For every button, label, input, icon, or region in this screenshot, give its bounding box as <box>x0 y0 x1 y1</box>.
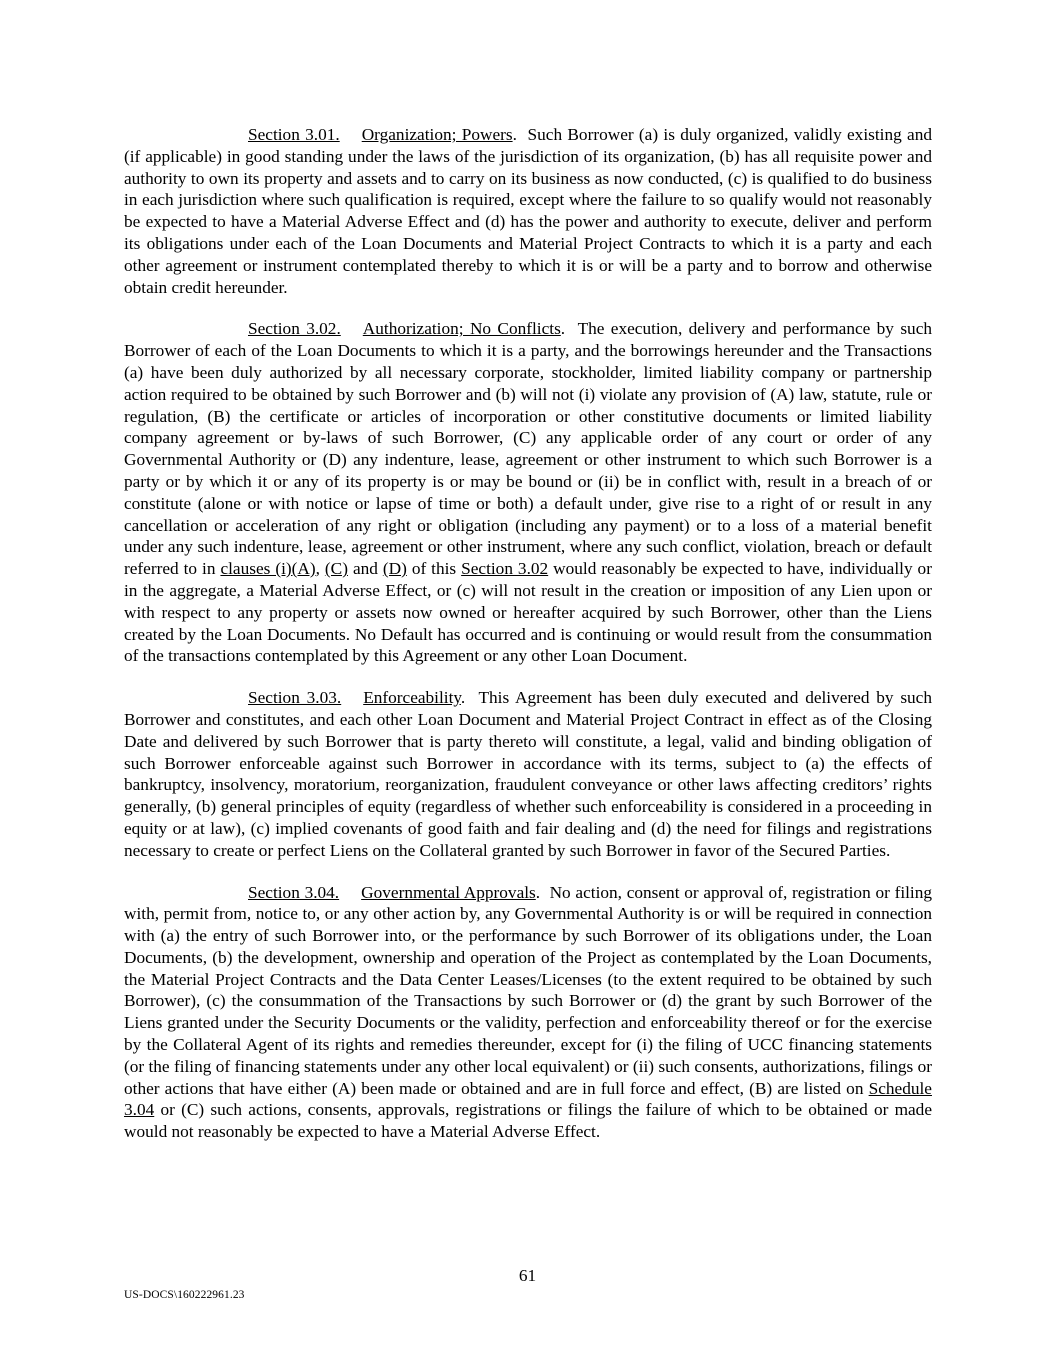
section-title: Governmental Approvals <box>361 882 536 902</box>
section-title: Authorization; No Conflicts <box>362 319 561 339</box>
section-3-01: Section 3.01. Organization; Powers. Such Borrower (a) is duly organized, validly existing and (if applicable) in good standing under the laws of the jurisdiction of its organization, (b) has all requisite power and authority to own its property and assets and to carry on its business as now conducted, (c) is qualified to do business in each jurisdiction where such qualification is required, except where the failure to so qualify would not reasonably be expected to have a Material Adverse Effect and (d) has the power and authority to execute, deliver and perform its obligations under each of the Loan Documents and Material Project Contracts to which it is a party and each other agreement or instrument contemplated thereby to which it is or will be a party and to borrow and otherwise obtain credit hereunder. <box>124 125 932 297</box>
document-body <box>124 124 932 1163</box>
document-id: US-DOCS\160222961.23 <box>124 1289 245 1301</box>
separator-text: and <box>352 559 378 579</box>
separator-text: of this <box>411 559 457 579</box>
section-number: Section 3.02. <box>248 319 341 339</box>
section-title: Organization; Powers <box>361 125 513 144</box>
section-number: Section 3.04. <box>248 882 340 902</box>
clause-reference: clauses (i)(A) <box>220 559 316 579</box>
section-3-04: Section 3.04. Governmental Approvals. No action, consent or approval of, registration or filing with, permit from, notice to, or any other action by, any Governmental Authority is or will be required in connection with (a) the entry of such Borrower into, or the performance by such Borrower of its obligations under, the Loan Documents, (b) the development, ownership and operation of the Project as contemplated by the Loan Documents, the Material Project Contracts and the Data Center Leases/Licenses (to the extent required to be obtained by such Borrower), (c) the consummation of the Transactions by such Borrower or (d) the grant by such Borrower of the Liens granted under the Security Documents or the validity, perfection and enforceability thereof or for the exercise by the Collateral Agent of its rights and remedies thereunder, except for (i) the filing of UCC financing statements (or the filing of financing statements under any other local equivalent) or (ii) such consents, authorizations, filings or other actions that have either (A) been made or obtained and are in full force and effect, (B) are listed on Schedule 3.04 or (C) such actions, consents, approvals, registrations or filings the failure of which to be obtained or made would not reasonably be expected to have a Material Adverse Effect. <box>124 882 933 1142</box>
page-number: 61 <box>518 1266 537 1285</box>
section-reference: Section 3.02 <box>461 559 549 579</box>
clause-reference: (C) <box>324 559 348 579</box>
section-text: Such Borrower (a) is duly organized, validly existing and (if applicable) in good standing under the laws of the jurisdiction of its organization, (b) has all requisite power and authority to own its property and assets and to carry on its business as now conducted, (c) is qualified to do business in each jurisdiction where such qualification is required, except where the failure to so qualify would not reasonably be expected to have a Material Adverse Effect and (d) has the power and authority to execute, deliver and perform its obligations under each of the Loan Documents and Material Project Contracts to which it is a party and each other agreement or instrument contemplated thereby to which it is or will be a party and to borrow and otherwise obtain credit hereunder. <box>124 125 932 297</box>
section-number: Section 3.01. <box>248 125 340 144</box>
section-3-03: Section 3.03. Enforceability. This Agreement has been duly executed and delivered by such Borrower and constitutes, and each other Loan Document and Material Project Contract in effect as of the Closing Date and delivered by such Borrower that is party thereto will constitute, a legal, valid and binding obligation of such Borrower enforceable against such Borrower in accordance with its terms, subject to (a) the effects of bankruptcy, insolvency, moratorium, reorganization, fraudulent conveyance or other laws affecting creditors’ rights generally, (b) general principles of equity (regardless of whether such enforceability is considered in a proceeding in equity or at law), (c) implied covenants of good faith and fair dealing and (d) the need for filings and registrations necessary to create or perfect Liens on the Collateral granted by such Borrower in favor of the Secured Parties. <box>124 688 932 860</box>
section-text: or (C) such actions, consents, approvals, registrations or filings the failure of which to be obtained or made would not reasonably be expected to have a Material Adverse Effect. <box>124 1100 932 1142</box>
section-number: Section 3.03. <box>248 688 342 708</box>
section-text: This Agreement has been duly executed and delivered by such Borrower and constitutes, and each other Loan Document and Material Project Contract in effect as of the Closing Date and delivered by such Borrower that is party thereto will constitute, a legal, valid and binding obligation of such Borrower enforceable against such Borrower in accordance with its terms, subject to (a) the effects of bankruptcy, insolvency, moratorium, reorganization, fraudulent conveyance or other laws affecting creditors’ rights generally, (b) general principles of equity (regardless of whether such enforceability is considered in a proceeding in equity or at law), (c) implied covenants of good faith and fair dealing and (d) the need for filings and registrations necessary to create or perfect Liens on the Collateral granted by such Borrower in favor of the Secured Parties. <box>124 688 932 860</box>
schedule-reference: Schedule 3.04 <box>124 1078 932 1120</box>
section-title: Enforceability <box>363 688 461 708</box>
section-text: would reasonably be expected to have, individually or in the aggregate, a Material Adverse Effect, or (c) will not result in the creation or imposition of any Lien upon or with respect to any property or assets now owned or hereafter acquired by such Borrower, other than the Liens created by the Loan Documents. No Default has occurred and is continuing or would result from the consummation of the transactions contemplated by this Agreement or any other Loan Document. <box>124 559 932 666</box>
section-text: No action, consent or approval of, registration or filing with, permit from, notice to, or any other action by, any Governmental Authority is or will be required in connection with (a) the entry of such Borrower into, or the performance by such Borrower of its obligations under, the Loan Documents, (b) the development, ownership and operation of the Project as contemplated by the Loan Documents, the Material Project Contracts and the Data Center Leases/Licenses (to the extent required to be obtained by such Borrower), (c) the consummation of the Transactions by such Borrower or (d) the grant by such Borrower of the Liens granted under the Security Documents or the validity, perfection and enforceability thereof or for the exercise by the Collateral Agent of its rights and remedies thereunder, except for (i) the filing of UCC financing statements (or the filing of financing statements under any other local equivalent) or (ii) such consents, authorizations, filings or other actions that have either (A) been made or obtained and are in full force and effect, (B) are listed on <box>124 882 933 1098</box>
separator-text: , <box>315 559 320 579</box>
section-text: The execution, delivery and performance by such Borrower of each of the Loan Documents to which it is a party, and the borrowings hereunder and the Transactions (a) have been duly authorized by all necessary corporate, stockholder, limited liability company or partnership action required to be obtained by such Borrower and (b) will not (i) violate any provision of (A) law, statute, rule or regulation, (B) the certificate or articles of incorporation or other constitutive documents or limited liability company agreement or by-laws of such Borrower, (C) any applicable order of any court or order of any Governmental Authority or (D) any indenture, lease, agreement or other instrument to which such Borrower is a party or by which it or any of its property is or may be bound or (ii) be in conflict with, result in a breach of or constitute (alone or with notice or lapse of time or both) a default under, give rise to a right of or result in any cancellation or acceleration of any right or obligation (including any payment) or to a loss of a material benefit under any such indenture, lease, agreement or other instrument, where any such conflict, violation, breach or default referred to in <box>124 319 933 579</box>
clause-reference: (D) <box>382 559 407 579</box>
section-3-02: Section 3.02. Authorization; No Conflicts. The execution, delivery and performance by such Borrower of each of the Loan Documents to which it is a party, and the borrowings hereunder and the Transactions (a) have been duly authorized by all necessary corporate, stockholder, limited liability company or partnership action required to be obtained by such Borrower and (b) will not (i) violate any provision of (A) law, statute, rule or regulation, (B) the certificate or articles of incorporation or other constitutive documents or limited liability company agreement or by-laws of such Borrower, (C) any applicable order of any court or order of any Governmental Authority or (D) any indenture, lease, agreement or other instrument to which such Borrower is a party or by which it or any of its property is or may be bound or (ii) be in conflict with, result in a breach of or constitute (alone or with notice or lapse of time or both) a default under, give rise to a right of or result in any cancellation or acceleration of any right or obligation (including any payment) or to a loss of a material benefit under any such indenture, lease, agreement or other instrument, where any such conflict, violation, breach or default referred to in clauses (i)(A), (C) and (D) of this Section 3.02 would reasonably be expected to have, individually or in the aggregate, a Material Adverse Effect, or (c) will not result in the creation or imposition of any Lien upon or with respect to any property or assets now owned or hereafter acquired by such Borrower, other than the Liens created by the Loan Documents. No Default has occurred and is continuing or would result from the consummation of the transactions contemplated by this Agreement or any other Loan Document. <box>124 319 933 666</box>
